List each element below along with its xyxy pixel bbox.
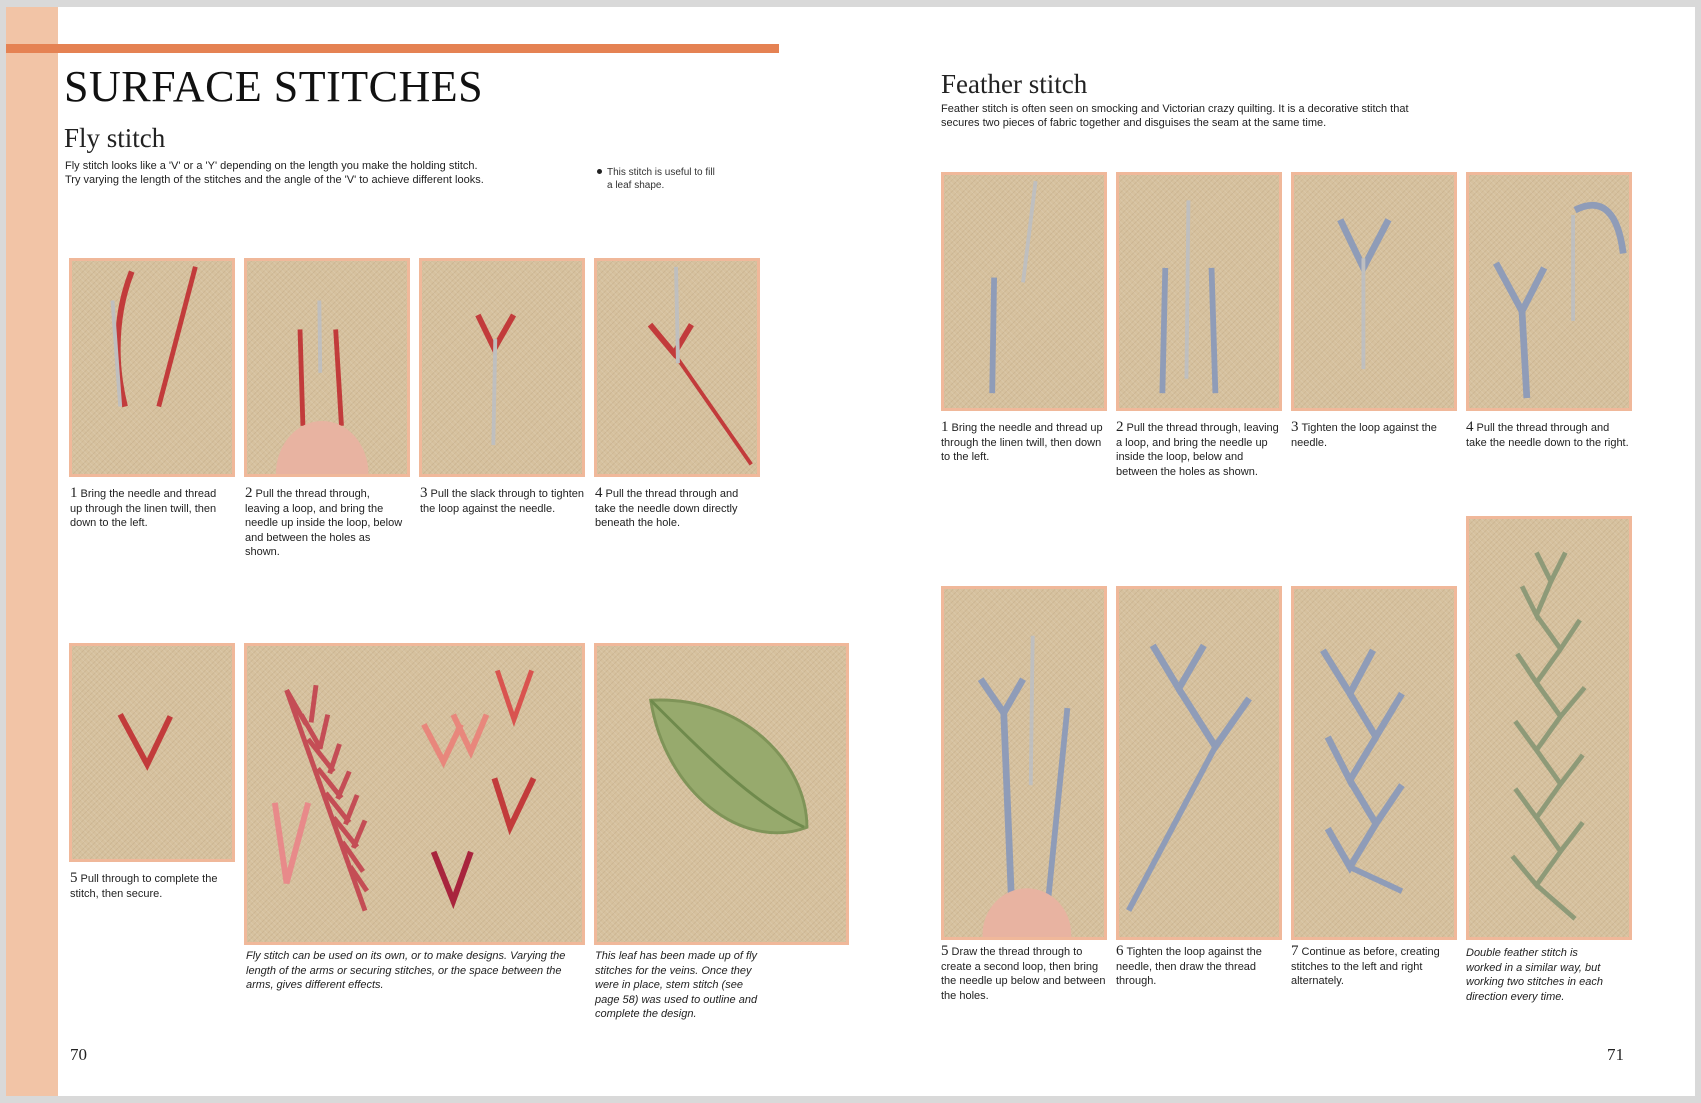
double-feather-caption: Double feather stitch is worked in a similar way, but working two stitches in each direction every time.	[1466, 947, 1603, 1003]
feather-step-1-caption	[941, 420, 1107, 465]
feather-step-3-photo	[1291, 172, 1457, 411]
bullet-icon	[597, 169, 602, 174]
feather-step-6-photo	[1116, 586, 1282, 940]
feather-step-5-photo	[941, 586, 1107, 940]
feather-stitch-heading: Feather stitch	[941, 69, 1088, 99]
page-number-left: 70	[70, 1045, 87, 1064]
needle-illustration	[944, 175, 1104, 408]
step-text: Tighten the loop against the needle, then draw the thread through.	[1116, 946, 1262, 987]
step-number: 4	[1466, 419, 1474, 435]
completed-v-illustration	[72, 646, 232, 859]
fly-step-5-photo	[69, 643, 235, 862]
second-loop-illustration	[944, 589, 1104, 937]
feather-step-4-photo	[1466, 172, 1632, 411]
chapter-title: SURFACE STITCHES	[64, 62, 484, 111]
step-number: 3	[420, 485, 428, 501]
double-feather-illustration	[1469, 519, 1629, 937]
step-number: 1	[70, 485, 78, 501]
leaf-caption: This leaf has been made up of fly stitches for the veins. Once they were in place, stem stitch (see page 58) was used to outline and complete the design.	[595, 950, 758, 1020]
two-v-illustration	[1119, 589, 1279, 937]
v-loop-illustration	[1294, 175, 1454, 408]
fly-stitch-heading: Fly stitch	[64, 123, 166, 153]
step-number: 7	[1291, 943, 1299, 959]
intro-line: secures two pieces of fabric together and disguises the seam at the same time.	[941, 117, 1327, 129]
tip-line: This stitch is useful to fill	[607, 167, 715, 178]
tail-stitch-illustration	[597, 261, 757, 474]
fly-step-3-caption	[420, 486, 588, 516]
step-text: Pull the thread through, leaving a loop, and bring the needle up inside the loop, below and between the holes as shown.	[1116, 422, 1279, 478]
leaf-photo	[594, 643, 849, 945]
y-stitch-illustration	[1469, 175, 1629, 408]
feather-step-2-photo	[1116, 172, 1282, 411]
tip-line: a leaf shape.	[607, 180, 665, 191]
page-number-right: 71	[1607, 1045, 1624, 1064]
step-text: Continue as before, creating stitches to the left and right alternately.	[1291, 946, 1440, 987]
margin-color-bar	[6, 7, 58, 1096]
needle-and-thread-illustration	[72, 261, 232, 474]
step-text: Bring the needle and thread up through the linen twill, then down to the left.	[941, 422, 1103, 463]
step-number: 3	[1291, 419, 1299, 435]
fly-step-1-photo	[69, 258, 235, 477]
step-text: Pull the thread through, leaving a loop, and bring the needle up inside the loop, below and between the holes as shown.	[245, 488, 403, 558]
fly-step-5-caption	[70, 871, 230, 901]
step-text: Tighten the loop against the needle.	[1291, 422, 1437, 449]
feather-step-5-caption	[941, 944, 1107, 1003]
intro-line: Fly stitch looks like a 'V' or a 'Y' depending on the length you make the holding stitch.	[65, 160, 478, 172]
step-number: 5	[70, 870, 78, 886]
feather-chain-illustration	[1294, 589, 1454, 937]
chapter-rule	[6, 44, 779, 53]
step-text: Pull the slack through to tighten the loop against the needle.	[420, 488, 584, 515]
step-text: Pull through to complete the stitch, then secure.	[70, 873, 218, 900]
step-text: Draw the thread through to create a second loop, then bring the needle up below and between the holes.	[941, 946, 1106, 1002]
leaf-illustration	[597, 646, 846, 942]
step-number: 2	[245, 485, 253, 501]
feather-step-3-caption	[1291, 420, 1451, 450]
feather-step-1-photo	[941, 172, 1107, 411]
designs-caption: Fly stitch can be used on its own, or to make designs. Varying the length of the arms or securing stitches, or the space between the arms, gives different effects.	[246, 950, 566, 991]
fly-step-2-caption	[245, 486, 407, 560]
step-text: Bring the needle and thread up through the linen twill, then down to the left.	[70, 488, 217, 529]
fly-step-4-caption	[595, 486, 755, 531]
step-number: 4	[595, 485, 603, 501]
v-loop-illustration	[422, 261, 582, 474]
step-number: 6	[1116, 943, 1124, 959]
intro-line: Try varying the length of the stitches and the angle of the 'V' to achieve different looks.	[65, 174, 484, 186]
feather-step-6-caption	[1116, 944, 1266, 989]
fly-step-1-caption	[70, 486, 230, 531]
loop-illustration	[1119, 175, 1279, 408]
feather-step-7-caption	[1291, 944, 1451, 989]
fly-stitch-intro	[65, 159, 535, 187]
intro-line: Feather stitch is often seen on smocking and Victorian crazy quilting. It is a decorative stitch that	[941, 103, 1409, 115]
fly-step-2-photo	[244, 258, 410, 477]
step-number: 1	[941, 419, 949, 435]
step-number: 2	[1116, 419, 1124, 435]
step-text: Pull the thread through and take the needle down to the right.	[1466, 422, 1629, 449]
book-spread	[6, 7, 1695, 1096]
tip-note	[597, 166, 757, 192]
loop-illustration	[247, 261, 407, 474]
feather-stitch-intro	[941, 102, 1441, 130]
feather-step-7-photo	[1291, 586, 1457, 940]
fly-step-3-photo	[419, 258, 585, 477]
double-feather-photo	[1466, 516, 1632, 940]
fly-designs-photo	[244, 643, 585, 945]
step-number: 5	[941, 943, 949, 959]
feather-step-4-caption	[1466, 420, 1632, 450]
step-text: Pull the thread through and take the needle down directly beneath the hole.	[595, 488, 739, 529]
feather-step-2-caption	[1116, 420, 1282, 479]
fly-step-4-photo	[594, 258, 760, 477]
fly-designs-illustration	[247, 646, 582, 942]
